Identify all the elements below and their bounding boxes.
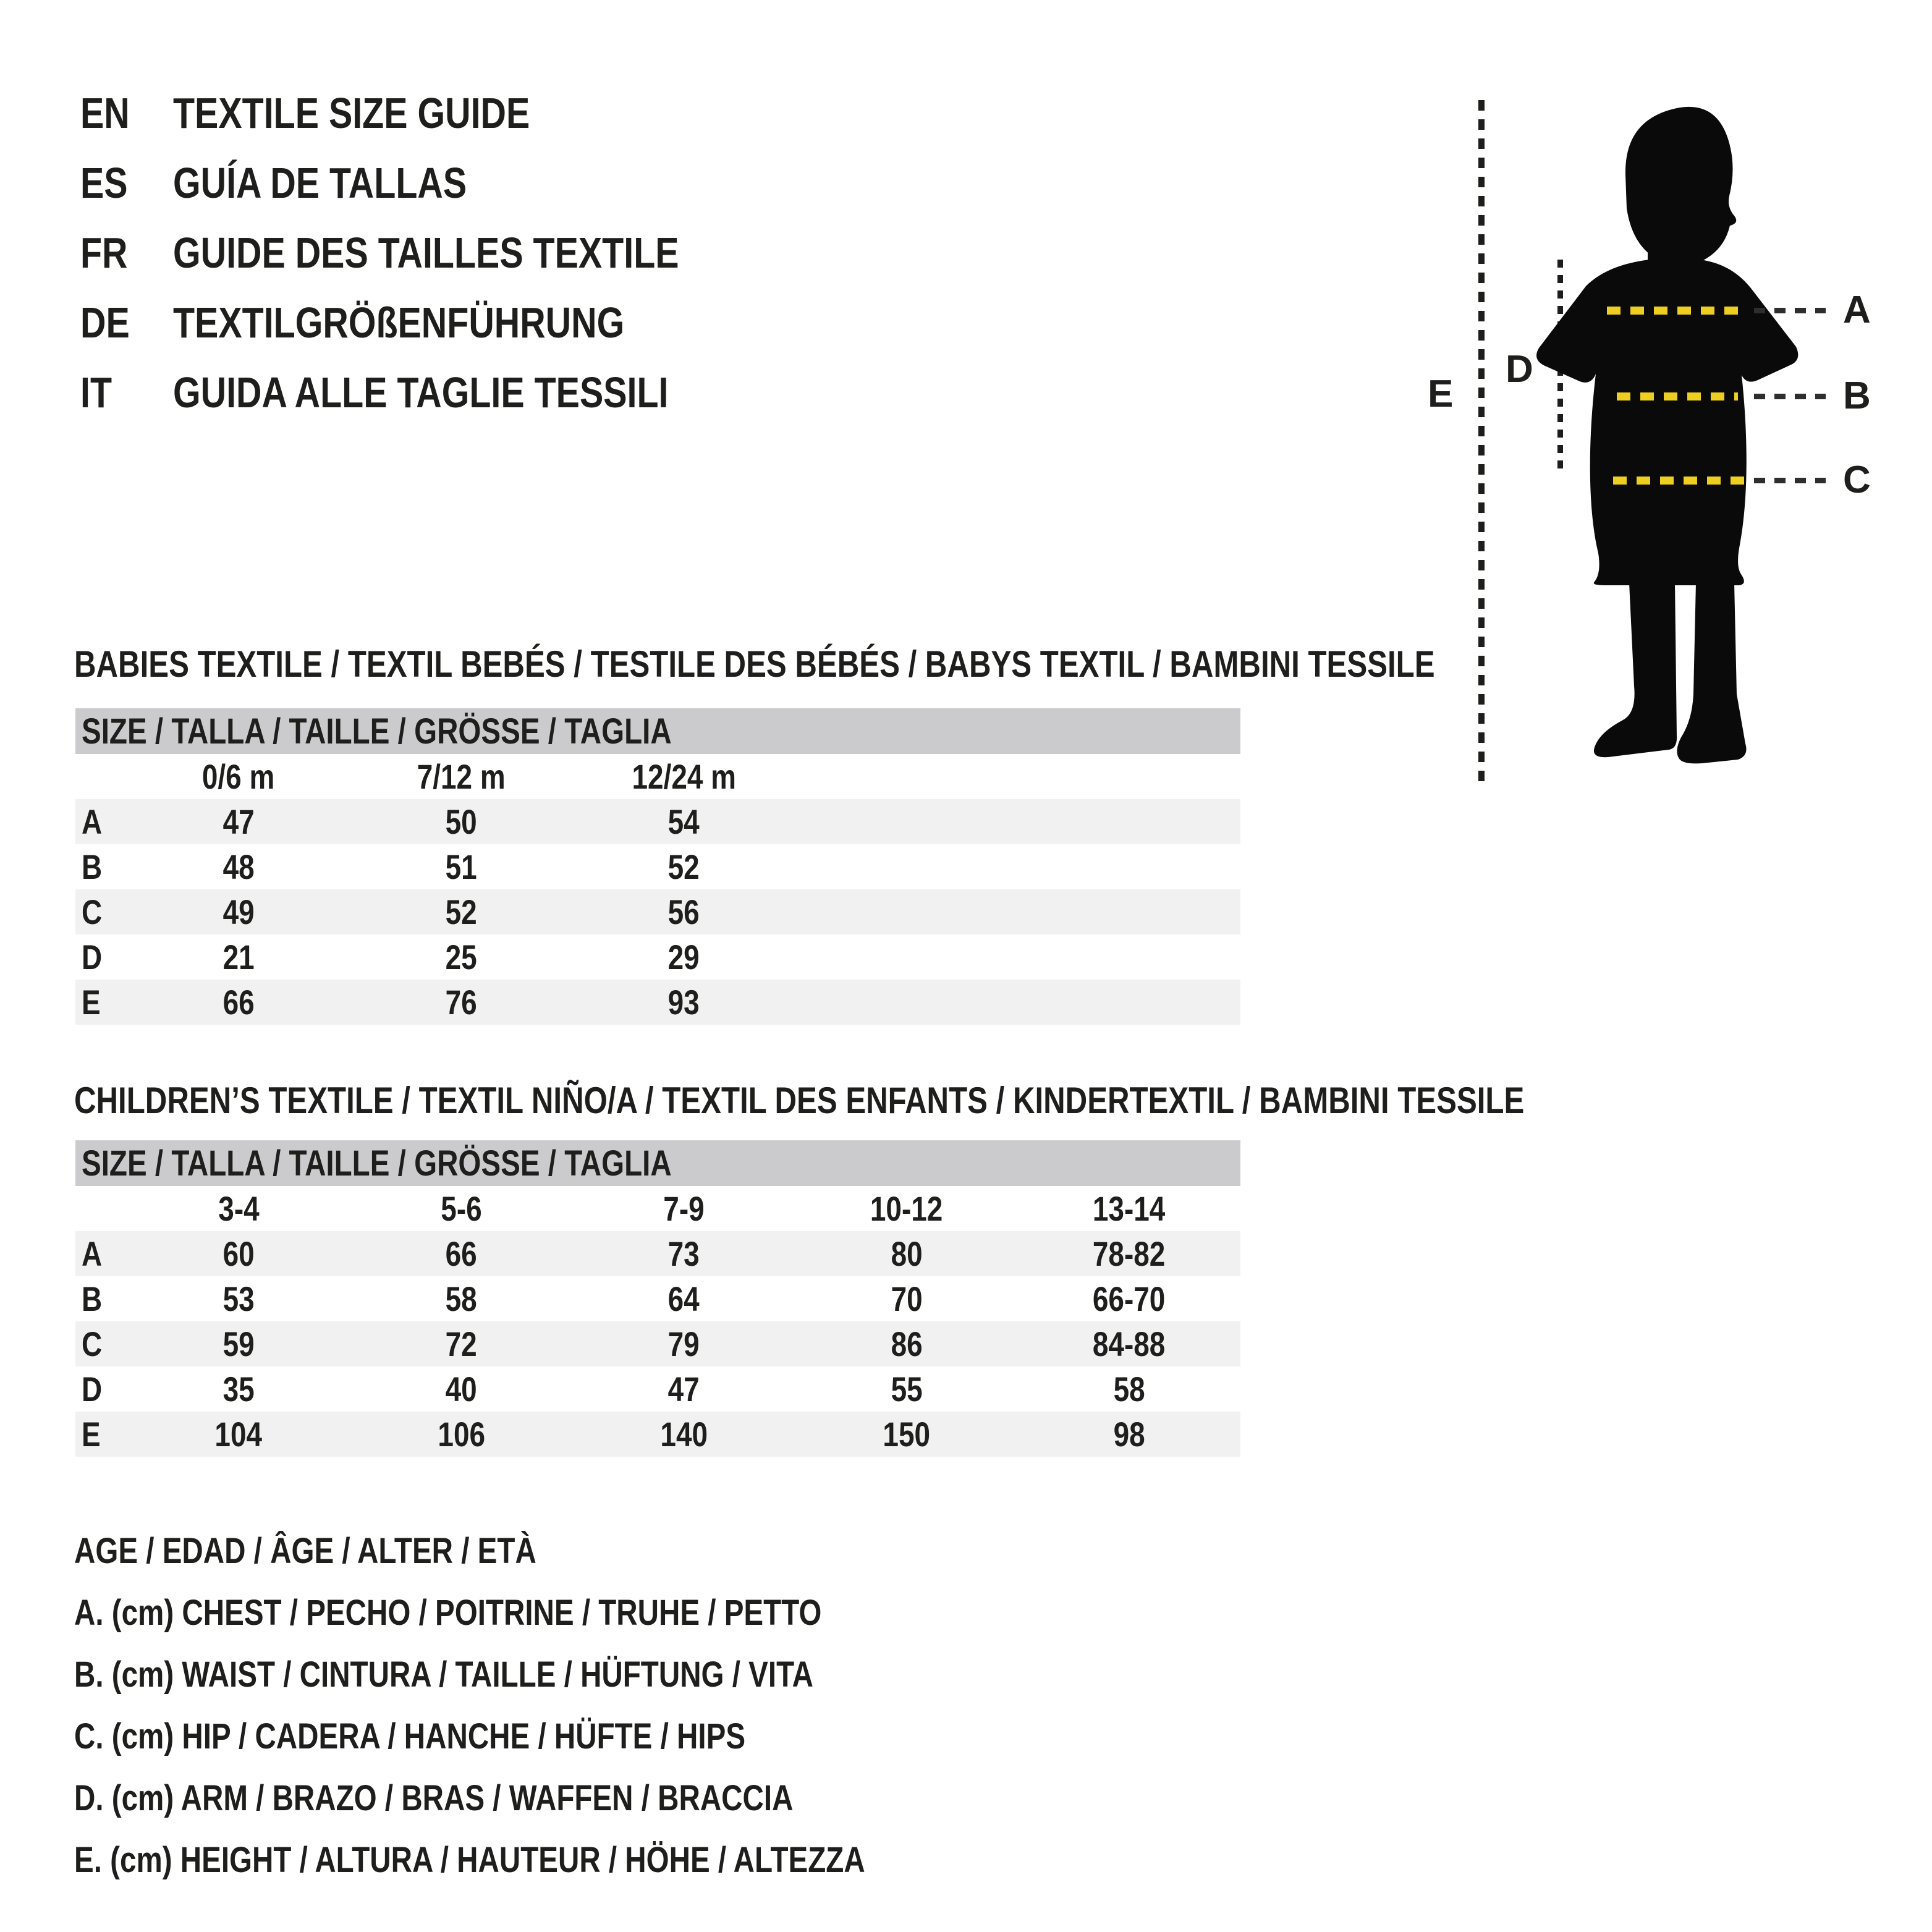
- row-label: B: [82, 847, 103, 886]
- table-cell: 80: [891, 1234, 923, 1273]
- column-header: 13-14: [1093, 1189, 1166, 1228]
- table-cell: 29: [667, 938, 700, 977]
- table-cell: 52: [445, 892, 477, 931]
- table-cell: 58: [1113, 1370, 1145, 1409]
- empty-cell: [75, 754, 127, 799]
- language-code: DE: [80, 299, 130, 347]
- size-header-bar: SIZE / TALLA / TAILLE / GRÖSSE / TAGLIA: [75, 708, 1240, 754]
- table-row-E: [75, 980, 1240, 1025]
- table-cell: 53: [222, 1279, 255, 1318]
- legend-chest-line: A. (cm) CHEST / PECHO / POITRINE / TRUHE / PETTO: [74, 1593, 822, 1633]
- language-row-en: [80, 90, 790, 160]
- table-cell: 55: [891, 1370, 923, 1409]
- table-row-D: [75, 934, 1240, 980]
- language-code: EN: [80, 89, 130, 137]
- table-cell: 84-88: [1093, 1324, 1166, 1363]
- empty-cell: [1018, 889, 1240, 934]
- table-cell: 64: [667, 1279, 700, 1318]
- column-header: 12/24 m: [632, 757, 736, 796]
- row-label: C: [82, 892, 103, 931]
- language-code: ES: [80, 159, 128, 207]
- waist-label: B: [1843, 375, 1871, 417]
- table-cell: 73: [667, 1234, 700, 1273]
- table-cell: 21: [222, 938, 255, 977]
- table-row-C: [75, 889, 1240, 934]
- table-cell: 79: [667, 1324, 700, 1363]
- height-label: E: [1428, 373, 1454, 415]
- table-cell: 66: [222, 983, 255, 1022]
- language-title-list: [80, 90, 790, 439]
- column-header: 3-4: [218, 1189, 260, 1228]
- children-size-table: [75, 1140, 1240, 1457]
- hip-line-dark: [1754, 478, 1826, 483]
- children-column-header-row: [75, 1186, 1240, 1231]
- legend-waist-line: B. (cm) WAIST / CINTURA / TAILLE / HÜFTUNG / VITA: [74, 1654, 813, 1695]
- empty-cell: [795, 980, 1018, 1025]
- column-header: 7/12 m: [417, 757, 506, 796]
- chest-label: A: [1843, 289, 1871, 331]
- empty-cell: [1018, 980, 1240, 1025]
- table-cell: 150: [883, 1415, 930, 1454]
- waist-line-yellow: [1617, 392, 1738, 400]
- language-code: FR: [80, 229, 128, 277]
- table-cell: 76: [445, 983, 477, 1022]
- chest-line-yellow: [1607, 307, 1747, 315]
- table-cell: 50: [445, 802, 477, 841]
- guide-title-en: TEXTILE SIZE GUIDE: [173, 89, 530, 137]
- table-cell: 47: [222, 802, 255, 841]
- table-cell: 140: [660, 1415, 708, 1454]
- table-cell: 52: [667, 847, 700, 886]
- empty-cell: [795, 844, 1018, 889]
- table-cell: 59: [222, 1324, 255, 1363]
- table-cell: 35: [222, 1370, 255, 1409]
- table-cell: 54: [667, 802, 700, 841]
- empty-cell: [1018, 754, 1240, 799]
- table-cell: 106: [437, 1415, 485, 1454]
- babies-size-table: [75, 708, 1240, 1025]
- size-header-bar: SIZE / TALLA / TAILLE / GRÖSSE / TAGLIA: [75, 1140, 1240, 1186]
- guide-title-es: GUÍA DE TALLAS: [173, 159, 467, 207]
- waist-line-dark: [1754, 394, 1826, 399]
- table-cell: 78-82: [1093, 1234, 1166, 1273]
- table-cell: 40: [445, 1370, 477, 1409]
- row-label: C: [82, 1324, 103, 1363]
- language-row-it: [80, 370, 790, 439]
- hip-label: C: [1843, 459, 1871, 501]
- column-header: 10-12: [870, 1189, 943, 1228]
- guide-title-fr: GUIDE DES TAILLES TEXTILE: [173, 229, 679, 277]
- table-row-A: [75, 799, 1240, 844]
- table-row-D: [75, 1366, 1240, 1412]
- empty-cell: [795, 799, 1018, 844]
- table-row-A: [75, 1231, 1240, 1276]
- chest-line-dark: [1754, 308, 1826, 313]
- children-section-title: CHILDREN’S TEXTILE / TEXTIL NIÑO/A / TEXTIL DES ENFANTS / KINDERTEXTIL / BAMBINI TESSILE: [74, 1080, 1525, 1121]
- language-row-fr: [80, 230, 790, 300]
- table-cell: 51: [445, 847, 477, 886]
- table-row-B: [75, 844, 1240, 889]
- row-label: D: [82, 938, 103, 977]
- legend-age-line: AGE / EDAD / ÂGE / ALTER / ETÀ: [74, 1531, 536, 1571]
- row-label: A: [82, 802, 103, 841]
- empty-cell: [795, 934, 1018, 980]
- measurement-legend: [74, 1532, 1039, 1902]
- legend-arm-line: D. (cm) ARM / BRAZO / BRAS / WAFFEN / BRACCIA: [74, 1778, 794, 1818]
- table-cell: 66-70: [1093, 1279, 1166, 1318]
- row-label: E: [82, 983, 101, 1022]
- table-cell: 70: [891, 1279, 923, 1318]
- language-row-de: [80, 300, 790, 370]
- legend-height-line: E. (cm) HEIGHT / ALTURA / HAUTEUR / HÖHE / ALTEZZA: [74, 1840, 865, 1880]
- table-cell: 25: [445, 938, 477, 977]
- row-label: E: [82, 1415, 101, 1454]
- legend-hip-line: C. (cm) HIP / CADERA / HANCHE / HÜFTE / HIPS: [74, 1716, 746, 1756]
- table-cell: 58: [445, 1279, 477, 1318]
- table-cell: 98: [1113, 1415, 1145, 1454]
- table-cell: 49: [222, 892, 255, 931]
- babies-column-header-row: [75, 754, 1240, 799]
- language-code: IT: [80, 368, 112, 417]
- table-cell: 93: [667, 983, 700, 1022]
- table-cell: 66: [445, 1234, 477, 1273]
- table-cell: 56: [667, 892, 700, 931]
- column-header: 0/6 m: [202, 757, 275, 796]
- row-label: A: [82, 1234, 103, 1273]
- language-row-es: [80, 160, 790, 230]
- row-label: D: [82, 1370, 103, 1409]
- table-cell: 47: [667, 1370, 700, 1409]
- hip-line-yellow: [1613, 477, 1750, 485]
- guide-title-it: GUIDA ALLE TAGLIE TESSILI: [173, 368, 669, 417]
- empty-cell: [1018, 799, 1240, 844]
- table-cell: 60: [222, 1234, 255, 1273]
- table-cell: 86: [891, 1324, 923, 1363]
- guide-title-de: TEXTILGRÖßENFÜHRUNG: [173, 299, 625, 347]
- empty-cell: [1018, 844, 1240, 889]
- arm-label: D: [1506, 348, 1533, 391]
- table-row-B: [75, 1276, 1240, 1321]
- row-label: B: [82, 1279, 103, 1318]
- empty-cell: [75, 1186, 127, 1231]
- table-row-C: [75, 1321, 1240, 1366]
- column-header: 7-9: [663, 1189, 705, 1228]
- table-cell: 104: [214, 1415, 263, 1454]
- table-cell: 48: [222, 847, 255, 886]
- table-cell: 72: [445, 1324, 477, 1363]
- babies-section-title: BABIES TEXTILE / TEXTIL BEBÉS / TESTILE DES BÉBÉS / BABYS TEXTIL / BAMBINI TESSILE: [74, 643, 1435, 685]
- empty-cell: [795, 889, 1018, 934]
- empty-cell: [795, 754, 1018, 799]
- empty-cell: [1018, 934, 1240, 980]
- table-row-E: [75, 1412, 1240, 1457]
- column-header: 5-6: [441, 1189, 482, 1228]
